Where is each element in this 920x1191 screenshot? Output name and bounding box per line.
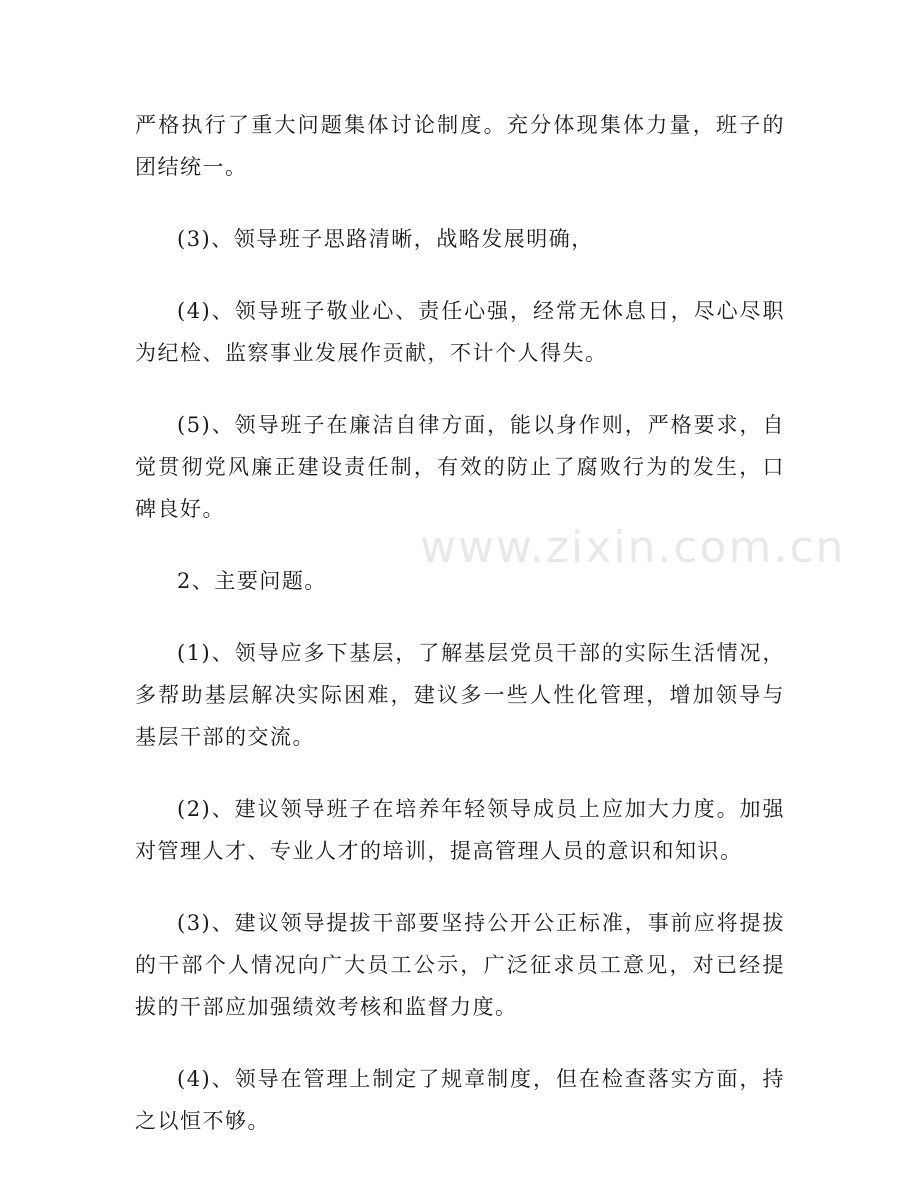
paragraph-7: (2)、建议领导班子在培养年轻领导成员上应加大力度。加强对管理人才、专业人才的培训，提高管理人员的意识和知识。 <box>135 797 785 863</box>
paragraph-3: (4)、领导班子敬业心、责任心强，经常无休息日，尽心尽职为纪检、监察事业发展作贡献，不计个人得失。 <box>135 299 785 365</box>
paragraph-8: (3)、建议领导提拔干部要坚持公开公正标准，事前应将提拔的干部个人情况向广大员工公示，广泛征求员工意见，对已经提拔的干部应加强绩效考核和监督力度。 <box>135 911 785 1019</box>
section-heading-main-problems: 2、主要问题。 <box>177 569 327 593</box>
document-body <box>135 104 785 1172</box>
paragraph-2: (3)、领导班子思路清晰，战略发展明确， <box>177 227 594 251</box>
paragraph-9: (4)、领导在管理上制定了规章制度，但在检查落实方面，持之以恒不够。 <box>135 1067 785 1133</box>
paragraph-1: 严格执行了重大问题集体讨论制度。充分体现集体力量，班子的团结统一。 <box>135 113 785 179</box>
watermark-text: www.zixin.com.cn <box>420 522 846 573</box>
paragraph-4: (5)、领导班子在廉洁自律方面，能以身作则，严格要求，自觉贯彻党风廉正建设责任制，有效的防止了腐败行为的发生，口碑良好。 <box>135 413 785 521</box>
paragraph-6: (1)、领导应多下基层，了解基层党员干部的实际生活情况，多帮助基层解决实际困难，建议多一些人性化管理，增加领导与基层干部的交流。 <box>135 641 785 749</box>
